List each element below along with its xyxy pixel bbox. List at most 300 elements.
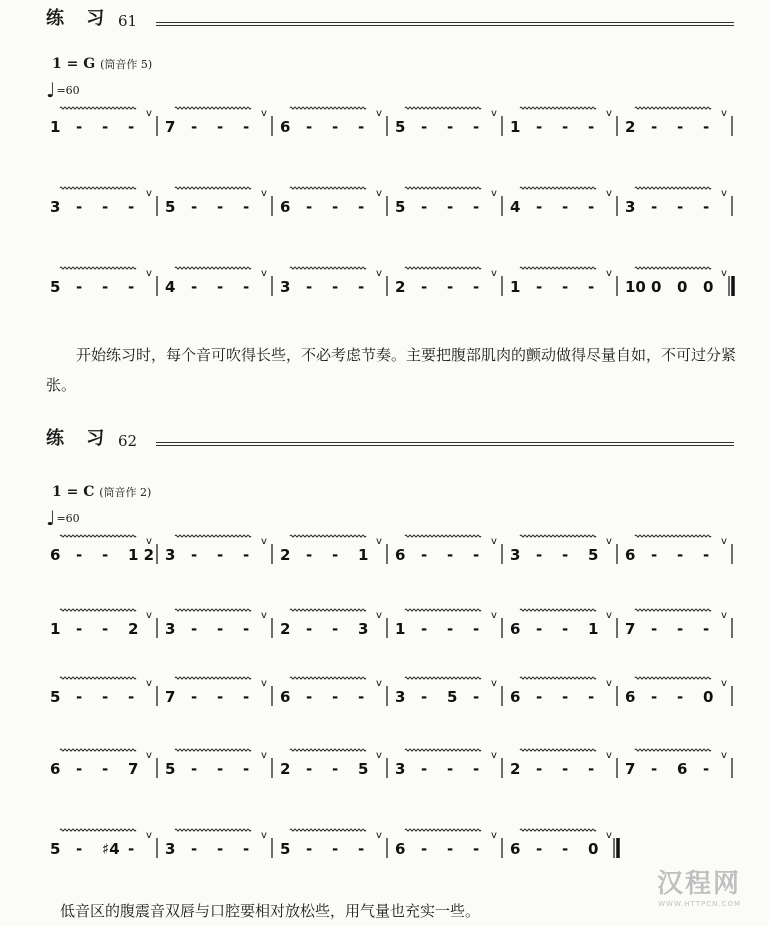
note: 2 (280, 620, 291, 638)
vibrato-mark (520, 677, 596, 679)
note: - (191, 688, 198, 706)
note: - (677, 546, 684, 564)
note: - (102, 118, 109, 136)
note: - (243, 620, 250, 638)
note: - (243, 198, 250, 216)
vibrato-mark (175, 749, 251, 751)
breath-mark: v (721, 750, 727, 761)
vibrato-mark (520, 107, 596, 109)
vibrato-mark (290, 267, 366, 269)
vibrato-mark (290, 749, 366, 751)
note: - (421, 278, 428, 296)
vibrato-mark (60, 107, 136, 109)
note: - (243, 840, 250, 858)
note: 0 (703, 278, 714, 296)
note: - (191, 118, 198, 136)
watermark-text: 汉程网 (656, 869, 741, 899)
key-text: 1 = C (52, 484, 95, 500)
note: - (703, 620, 710, 638)
note: - (332, 840, 339, 858)
vibrato-mark (520, 829, 596, 831)
note: - (536, 118, 543, 136)
note: - (102, 278, 109, 296)
note: - (358, 688, 365, 706)
vibrato-mark (175, 535, 251, 537)
note: 10 (625, 278, 646, 296)
breath-mark: v (606, 678, 612, 689)
note: - (651, 688, 658, 706)
vibrato-mark (520, 609, 596, 611)
note: - (473, 840, 480, 858)
breath-mark: v (146, 108, 152, 119)
vibrato-mark (60, 535, 136, 537)
vibrato-mark (290, 829, 366, 831)
note: - (562, 118, 569, 136)
note: - (562, 688, 569, 706)
note: - (332, 278, 339, 296)
note: 1 2 (128, 546, 155, 564)
note: - (217, 688, 224, 706)
note: - (421, 198, 428, 216)
note: - (102, 688, 109, 706)
note: 3 (165, 546, 176, 564)
note: - (191, 546, 198, 564)
breath-mark: v (146, 750, 152, 761)
note: 2 (395, 278, 406, 296)
note: - (128, 118, 135, 136)
note: - (243, 688, 250, 706)
note: - (536, 198, 543, 216)
breath-mark: v (261, 750, 267, 761)
breath-mark: v (261, 610, 267, 621)
exercise-62-instructions: 低音区的腹震音双唇与口腔要相对放松些，用气量也充实一些。 (60, 902, 481, 920)
note: - (243, 278, 250, 296)
note: - (447, 620, 454, 638)
note: - (677, 198, 684, 216)
note: - (358, 118, 365, 136)
note: 5 (588, 546, 599, 564)
note: 4 (165, 278, 176, 296)
note: 1 (510, 278, 521, 296)
note: 0 (651, 278, 662, 296)
note: - (243, 546, 250, 564)
note: 0 (677, 278, 688, 296)
breath-mark: v (491, 268, 497, 279)
vibrato-mark (635, 187, 711, 189)
note: - (562, 840, 569, 858)
note: - (703, 546, 710, 564)
note: ♯4 (102, 840, 120, 858)
note: 1 (395, 620, 406, 638)
note: - (651, 198, 658, 216)
vibrato-mark (635, 267, 711, 269)
note: - (76, 118, 83, 136)
note: - (473, 198, 480, 216)
vibrato-mark (635, 749, 711, 751)
note: - (562, 278, 569, 296)
staff-line (46, 178, 736, 238)
note: 1 (588, 620, 599, 638)
vibrato-mark (290, 609, 366, 611)
note: - (243, 118, 250, 136)
note: 3 (510, 546, 521, 564)
note: 6 (280, 198, 291, 216)
vibrato-mark (290, 677, 366, 679)
note: 1 (50, 620, 61, 638)
breath-mark: v (721, 610, 727, 621)
breath-mark: v (261, 188, 267, 199)
note: - (76, 760, 83, 778)
note: - (332, 688, 339, 706)
breath-mark: v (376, 188, 382, 199)
note: - (447, 118, 454, 136)
breath-mark: v (491, 610, 497, 621)
note: - (651, 760, 658, 778)
exercise-62-heading (46, 428, 734, 452)
note: 5 (395, 198, 406, 216)
vibrato-mark (60, 187, 136, 189)
vibrato-mark (175, 267, 251, 269)
vibrato-mark (520, 749, 596, 751)
exercise-61-heading (46, 8, 734, 32)
note: - (217, 546, 224, 564)
note: - (473, 546, 480, 564)
key-signature (52, 484, 151, 500)
note: - (651, 118, 658, 136)
note: 7 (165, 688, 176, 706)
breath-mark: v (261, 678, 267, 689)
exercise-number: 61 (118, 12, 138, 30)
note: 7 (165, 118, 176, 136)
breath-mark: v (721, 268, 727, 279)
quarter-note-icon: ♩ (46, 506, 56, 530)
note: - (447, 198, 454, 216)
note: - (191, 620, 198, 638)
note: 6 (510, 840, 521, 858)
note: - (588, 760, 595, 778)
vibrato-mark (405, 829, 481, 831)
watermark (657, 863, 741, 908)
note: - (306, 198, 313, 216)
breath-mark: v (721, 678, 727, 689)
note: - (217, 840, 224, 858)
note: 3 (50, 198, 61, 216)
vibrato-mark (520, 267, 596, 269)
note: - (191, 198, 198, 216)
note: - (588, 198, 595, 216)
note: 5 (395, 118, 406, 136)
breath-mark: v (376, 830, 382, 841)
exercise-61-instructions: 开始练习时，每个音可吹得长些，不必考虑节奏。主要把腹部肌肉的颤动做得尽量自如，不可过分紧张。 (46, 346, 737, 394)
note: - (536, 688, 543, 706)
note: - (421, 546, 428, 564)
note: - (421, 840, 428, 858)
note: - (447, 760, 454, 778)
note: 6 (510, 620, 521, 638)
note: - (128, 198, 135, 216)
note: 4 (510, 198, 521, 216)
note: 6 (677, 760, 688, 778)
vibrato-mark (290, 107, 366, 109)
breath-mark: v (376, 610, 382, 621)
vibrato-mark (405, 609, 481, 611)
vibrato-mark (405, 187, 481, 189)
note: 5 (50, 278, 61, 296)
note: 5 (50, 688, 61, 706)
breath-mark: v (376, 536, 382, 547)
note: - (651, 620, 658, 638)
vibrato-mark (405, 107, 481, 109)
note: 3 (280, 278, 291, 296)
note: 6 (625, 688, 636, 706)
note: - (332, 620, 339, 638)
note: - (76, 688, 83, 706)
note: - (536, 278, 543, 296)
vibrato-mark (520, 535, 596, 537)
note: - (473, 278, 480, 296)
vibrato-mark (290, 187, 366, 189)
breath-mark: v (376, 750, 382, 761)
note: 5 (358, 760, 369, 778)
note: - (306, 840, 313, 858)
breath-mark: v (146, 268, 152, 279)
note: - (588, 278, 595, 296)
vibrato-mark (60, 677, 136, 679)
note: 6 (395, 546, 406, 564)
vibrato-mark (60, 829, 136, 831)
staff-line (46, 668, 736, 728)
note: - (332, 760, 339, 778)
note: - (703, 760, 710, 778)
note: 0 (588, 840, 599, 858)
note: 1 (358, 546, 369, 564)
quarter-note-icon: ♩ (46, 78, 56, 102)
note: - (191, 760, 198, 778)
vibrato-mark (175, 187, 251, 189)
breath-mark: v (146, 830, 152, 841)
heading-rule (156, 22, 734, 26)
breath-mark: v (606, 108, 612, 119)
vibrato-mark (405, 749, 481, 751)
note: - (588, 118, 595, 136)
heading-rule (156, 442, 734, 446)
note: - (473, 620, 480, 638)
note: 3 (165, 840, 176, 858)
vibrato-mark (175, 829, 251, 831)
note: 6 (280, 118, 291, 136)
breath-mark: v (606, 536, 612, 547)
note: - (703, 118, 710, 136)
vibrato-mark (635, 609, 711, 611)
note: - (358, 278, 365, 296)
note: - (421, 620, 428, 638)
breath-mark: v (491, 830, 497, 841)
exercise-label: 练 习 (46, 428, 113, 449)
note: 5 (165, 760, 176, 778)
note: 2 (280, 546, 291, 564)
note: 2 (625, 118, 636, 136)
note: - (306, 760, 313, 778)
note: 3 (395, 688, 406, 706)
staff-line (46, 526, 736, 586)
note: - (358, 198, 365, 216)
note: - (128, 688, 135, 706)
note: - (306, 278, 313, 296)
key-signature (52, 56, 152, 72)
note: - (306, 546, 313, 564)
vibrato-mark (405, 267, 481, 269)
vibrato-mark (635, 107, 711, 109)
breath-mark: v (721, 188, 727, 199)
breath-mark: v (261, 108, 267, 119)
watermark-url: WWW.HTTPCN.COM (658, 900, 741, 908)
note: - (306, 118, 313, 136)
note: 2 (280, 760, 291, 778)
breath-mark: v (606, 610, 612, 621)
breath-mark: v (491, 536, 497, 547)
vibrato-mark (405, 677, 481, 679)
tempo-text: =60 (56, 84, 80, 97)
breath-mark: v (606, 830, 612, 841)
note: 5 (50, 840, 61, 858)
note: 6 (280, 688, 291, 706)
note: - (332, 546, 339, 564)
vibrato-mark (520, 187, 596, 189)
note: - (332, 198, 339, 216)
staff-line (46, 98, 736, 158)
breath-mark: v (146, 678, 152, 689)
note: - (677, 620, 684, 638)
vibrato-mark (175, 107, 251, 109)
vibrato-mark (60, 267, 136, 269)
note: - (217, 760, 224, 778)
breath-mark: v (261, 830, 267, 841)
note: - (191, 840, 198, 858)
note: - (102, 620, 109, 638)
note: - (473, 688, 480, 706)
breath-mark: v (376, 678, 382, 689)
note: - (76, 840, 83, 858)
note: 5 (447, 688, 458, 706)
note: - (191, 278, 198, 296)
staff-line (46, 258, 736, 318)
note: 7 (128, 760, 139, 778)
breath-mark: v (491, 678, 497, 689)
note: - (102, 198, 109, 216)
note: - (76, 620, 83, 638)
note: - (651, 546, 658, 564)
breath-mark: v (491, 108, 497, 119)
note: 3 (358, 620, 369, 638)
note: 7 (625, 620, 636, 638)
note: - (562, 620, 569, 638)
note: 6 (510, 688, 521, 706)
note: 1 (510, 118, 521, 136)
note: 1 (50, 118, 61, 136)
note: 6 (395, 840, 406, 858)
exercise-number: 62 (118, 432, 138, 450)
breath-mark: v (721, 108, 727, 119)
vibrato-mark (60, 609, 136, 611)
breath-mark: v (721, 536, 727, 547)
note: - (217, 620, 224, 638)
vibrato-mark (290, 535, 366, 537)
note: - (536, 546, 543, 564)
note: - (217, 278, 224, 296)
note: - (536, 620, 543, 638)
note: 2 (510, 760, 521, 778)
note: 2 (128, 620, 139, 638)
vibrato-mark (60, 749, 136, 751)
note: - (447, 278, 454, 296)
breath-mark: v (146, 610, 152, 621)
note: - (536, 760, 543, 778)
key-note: (筒音作 2) (99, 486, 152, 499)
breath-mark: v (376, 268, 382, 279)
note: - (588, 688, 595, 706)
note: 3 (395, 760, 406, 778)
note: - (703, 198, 710, 216)
note: 0 (703, 688, 714, 706)
note: - (447, 546, 454, 564)
key-text: 1 = G (52, 56, 96, 72)
note: 6 (625, 546, 636, 564)
staff-line (46, 740, 736, 800)
breath-mark: v (491, 750, 497, 761)
note: - (562, 546, 569, 564)
breath-mark: v (261, 536, 267, 547)
note: - (677, 118, 684, 136)
breath-mark: v (376, 108, 382, 119)
vibrato-mark (175, 677, 251, 679)
note: - (358, 840, 365, 858)
note: - (102, 760, 109, 778)
breath-mark: v (606, 750, 612, 761)
note: - (421, 118, 428, 136)
breath-mark: v (146, 188, 152, 199)
note: - (562, 760, 569, 778)
vibrato-mark (635, 535, 711, 537)
note: - (306, 620, 313, 638)
note: - (473, 760, 480, 778)
note: - (332, 118, 339, 136)
breath-mark: v (491, 188, 497, 199)
note: - (562, 198, 569, 216)
note: 5 (280, 840, 291, 858)
note: - (306, 688, 313, 706)
note: - (421, 688, 428, 706)
note: 3 (625, 198, 636, 216)
vibrato-mark (405, 535, 481, 537)
note: - (447, 840, 454, 858)
note: 5 (165, 198, 176, 216)
vibrato-mark (635, 677, 711, 679)
note: - (76, 278, 83, 296)
breath-mark: v (606, 268, 612, 279)
breath-mark: v (261, 268, 267, 279)
note: - (243, 760, 250, 778)
note: - (421, 760, 428, 778)
note: - (217, 118, 224, 136)
note: - (473, 118, 480, 136)
key-note: (筒音作 5) (100, 58, 153, 71)
note: - (128, 840, 135, 858)
note: - (536, 840, 543, 858)
note: 7 (625, 760, 636, 778)
note: 6 (50, 760, 61, 778)
breath-mark: v (146, 536, 152, 547)
staff-line (46, 600, 736, 660)
